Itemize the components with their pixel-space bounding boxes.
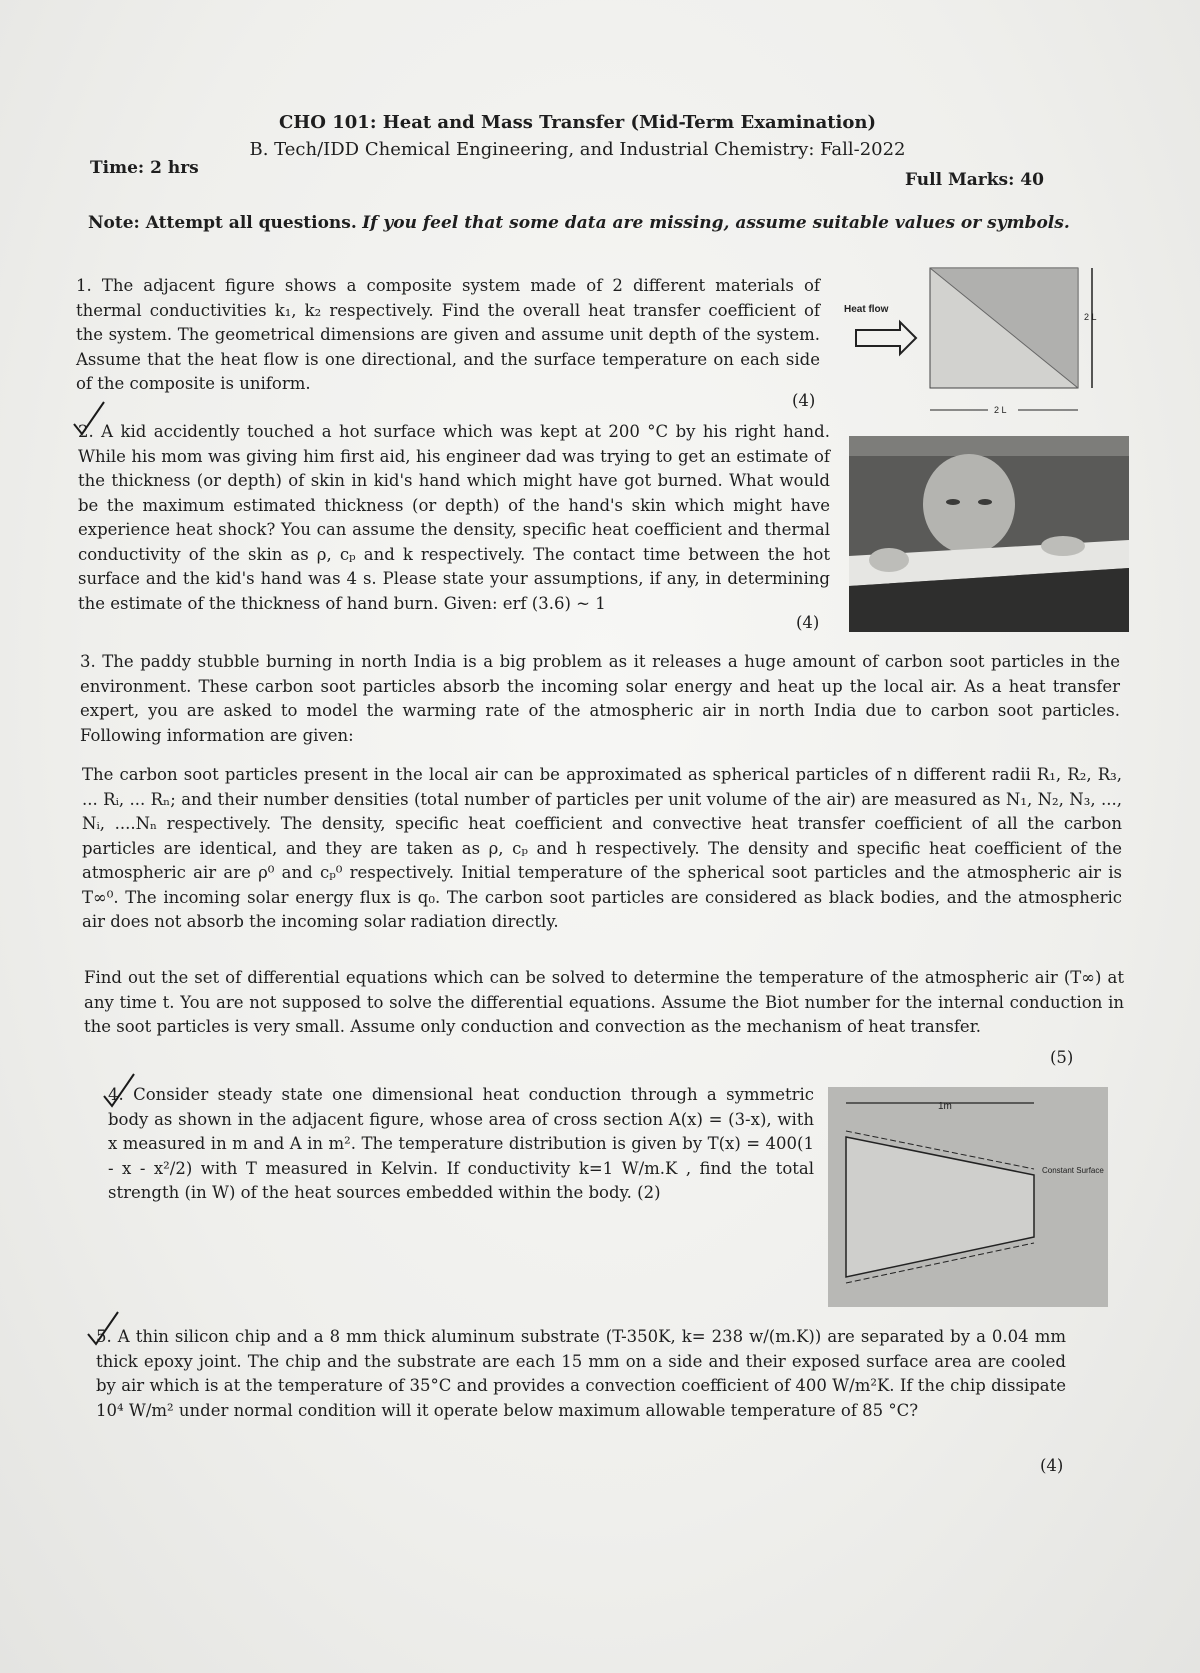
question-3-data: The carbon soot particles present in the local air can be approximated as spherical particles of n different radii R₁, R₂, R₃, ... Rᵢ, ... Rₙ; and their number densities (total number of particles per unit volume of the air) are measured as N₁, N₂, N₃, ..., Nᵢ, ....Nₙ respectively. The density, specific heat coefficient and convective heat transfer coefficient of all the carbon particles are identical, and they are taken as ρ, cₚ and h respectively. The density and specific heat coefficient of the atmospheric air are ρ⁰ and cₚ⁰ respectively. Initial temperature of the spherical soot particles and the atmospheric air is T∞⁰. The incoming solar energy flux is q₀. The carbon soot particles are considered as black bodies, and the atmospheric air does not absorb the incoming solar radiation directly.	[82, 765, 1122, 931]
question-5-marks: (4)	[1040, 1456, 1064, 1475]
question-1-marks: (4)	[792, 391, 816, 410]
question-3-intro: 3. The paddy stubble burning in north India is a big problem as it releases a huge amount of carbon soot particles in the environment. These carbon soot particles absorb the incoming solar energy and heat up the local air. As a heat transfer expert, you are asked to model the warming rate of the atmospheric air in north India due to carbon soot particles. Following information are given:	[80, 652, 1120, 745]
exam-note	[88, 213, 1118, 233]
question-3-task: Find out the set of differential equations which can be solved to determine the temperature of the atmospheric air (T∞) at any time t. You are not supposed to solve the differential equations. Assume the Biot number for the internal conduction in the soot particles is very small. Assume only conduction and convection as the mechanism of heat transfer.	[84, 968, 1124, 1036]
question-3-marks: (5)	[1050, 1048, 1074, 1067]
kid-face	[923, 454, 1015, 554]
heat-flow-label: Heat flow	[844, 304, 889, 315]
exam-time: Time: 2 hrs	[90, 158, 199, 178]
question-2-marks: (4)	[796, 613, 820, 632]
question-2-text: 2. A kid accidently touched a hot surface which was kept at 200 °C by his right hand. While his mom was giving him first aid, his engineer dad was trying to get an estimate of the thickness (or depth) of skin in kid's hand which might have got burned. What would be the maximum estimated thickness (or depth) of the hand's skin which might have experience heat shock? You can assume the density, specific heat coefficient and thermal conductivity of the skin as ρ, cₚ and k respectively. The contact time between the hot surface and the kid's hand was 4 s. Please state your assumptions, if any, in determining the estimate of the thickness of hand burn. Given: erf (3.6) ~ 1	[78, 422, 830, 613]
check-mark-icon	[70, 398, 110, 438]
question-4-text: 4. Consider steady state one dimensional heat conduction through a symmetric body as shown in the adjacent figure, whose area of cross section A(x) = (3-x), with x measured in m and A in m². The temperature distribution is given by T(x) = 400(1 - x - x²/2) with T measured in Kelvin. If conductivity k=1 W/m.K , find the total strength (in W) of the heat sources embedded within the body. (2)	[108, 1085, 814, 1202]
kid-photo	[849, 436, 1129, 632]
question-5-text: 5. A thin silicon chip and a 8 mm thick aluminum substrate (T-350K, k= 238 w/(m.K)) are separated by a 0.04 mm thick epoxy joint. The chip and the substrate are each 15 mm on a side and their exposed surface area are cooled by air which is at the temperature of 35°C and provides a convection coefficient of 400 W/m²K. If the chip dissipate 10⁴ W/m² under normal condition will it operate below maximum allowable temperature of 85 °C?	[96, 1327, 1066, 1420]
note-text: If you feel that some data are missing, assume suitable values or symbols.	[362, 213, 1070, 233]
exam-subtitle: B. Tech/IDD Chemical Engineering, and Industrial Chemistry: Fall-2022	[249, 139, 906, 160]
check-mark-icon	[84, 1308, 124, 1348]
question-1-text: 1. The adjacent figure shows a composite system made of 2 different materials of thermal conductivities k₁, k₂ respectively. Find the overall heat transfer coefficient of the system. The geometrical dimensions are given and assume unit depth of the system. Assume that the heat flow is one directional, and the surface temperature on each side of the composite is uniform.	[76, 276, 820, 393]
full-marks: Full Marks: 40	[905, 170, 1044, 190]
exam-title: CHO 101: Heat and Mass Transfer (Mid-Term Examination)	[278, 112, 877, 133]
composite-wall-figure	[838, 262, 1113, 417]
length-label: 1m	[938, 1101, 952, 1112]
height-label: 2 L	[1084, 312, 1097, 322]
check-mark-icon	[100, 1070, 140, 1110]
kid-right-hand	[1041, 536, 1085, 556]
constant-surface-label: Constant Surface	[1042, 1166, 1104, 1175]
width-label: 2 L	[994, 405, 1007, 415]
note-label: Note: Attempt all questions.	[88, 213, 357, 233]
heat-flow-arrow-icon	[856, 322, 916, 354]
tapered-body-figure	[828, 1087, 1108, 1307]
kid-left-hand	[869, 548, 909, 572]
